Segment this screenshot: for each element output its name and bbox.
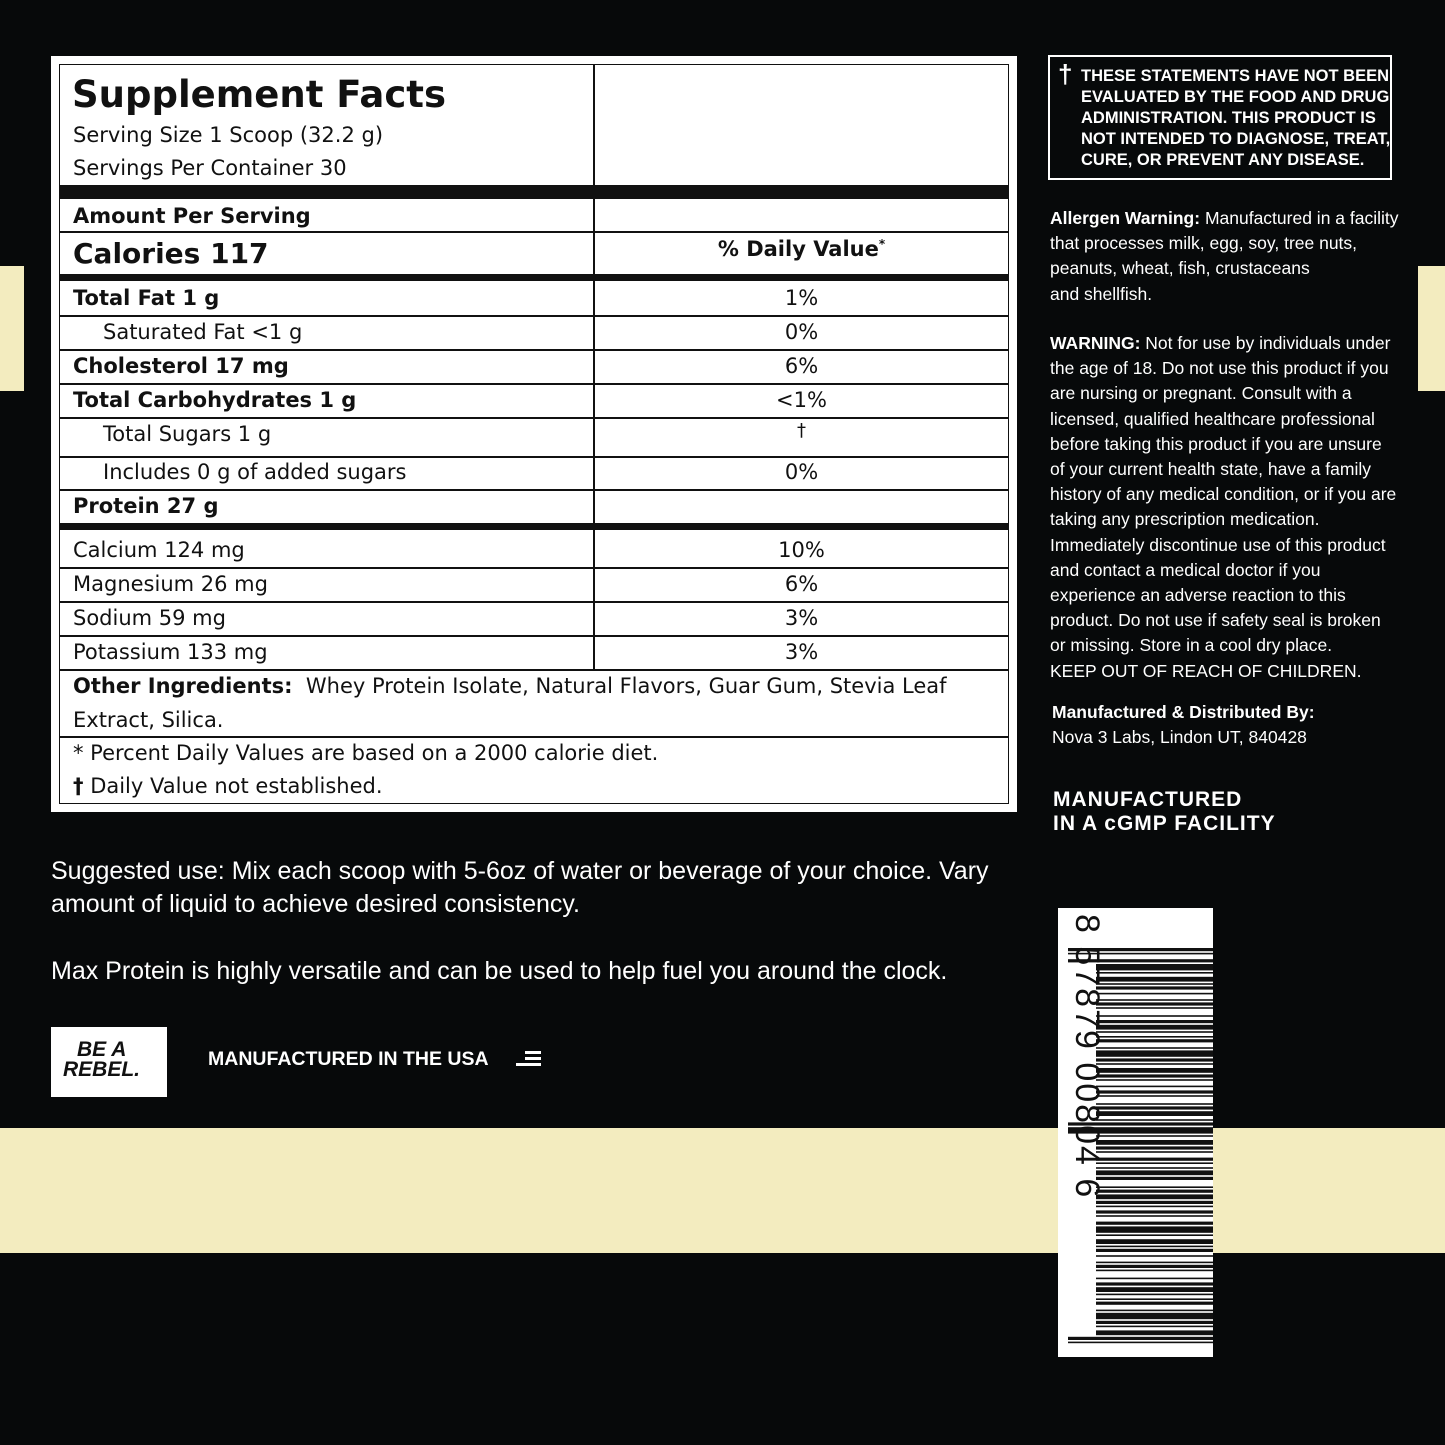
nutrient-dv: 1% bbox=[784, 286, 819, 310]
cgmp-line: MANUFACTURED bbox=[1053, 788, 1243, 811]
barcode-bar bbox=[1096, 1162, 1213, 1164]
barcode-bar bbox=[1096, 1186, 1213, 1188]
barcode-bar bbox=[1096, 1313, 1213, 1319]
barcode-bar bbox=[1096, 1106, 1213, 1109]
barcode-bar bbox=[1096, 1270, 1213, 1272]
barcode-bar bbox=[1096, 1190, 1213, 1193]
barcode-bar bbox=[1096, 1210, 1213, 1213]
other-ingredients bbox=[73, 674, 947, 698]
product-tagline: Max Protein is highly versatile and can be used to help fuel you around the clock. bbox=[51, 957, 948, 985]
warning-text: Not for use by individuals under bbox=[1145, 333, 1391, 353]
barcode-bar bbox=[1096, 977, 1213, 982]
barcode-bar bbox=[1096, 1321, 1213, 1324]
manufacturer-label: Manufactured & Distributed By: bbox=[1052, 702, 1315, 722]
mineral-label: Sodium 59 mg bbox=[73, 606, 226, 630]
barcode-bar bbox=[1096, 999, 1213, 1001]
rule bbox=[60, 601, 1008, 603]
barcode-bar bbox=[1096, 1039, 1213, 1042]
warning-text: are nursing or pregnant. Consult with a bbox=[1050, 383, 1352, 404]
barcode-bar bbox=[1096, 1119, 1213, 1121]
nutrient-label: Includes 0 g of added sugars bbox=[103, 460, 407, 484]
rule bbox=[60, 231, 1008, 233]
mineral-dv: 10% bbox=[778, 538, 825, 562]
warning-text: the age of 18. Do not use this product if you bbox=[1050, 358, 1389, 379]
facts-title: Supplement Facts bbox=[72, 73, 447, 116]
barcode-bar bbox=[1096, 1079, 1213, 1081]
rule bbox=[60, 383, 1008, 385]
barcode-bar bbox=[1096, 986, 1213, 989]
fda-disclaimer-box bbox=[1048, 55, 1392, 180]
disclaimer-line: NOT INTENDED TO DIAGNOSE, TREAT, bbox=[1081, 130, 1391, 148]
barcode-bar bbox=[1096, 1287, 1213, 1292]
warning-text: history of any medical condition, or if you are bbox=[1050, 484, 1397, 505]
barcode-bar bbox=[1096, 1135, 1213, 1137]
nutrient-dv: <1% bbox=[776, 388, 827, 412]
daily-value-header bbox=[595, 237, 1008, 261]
nutrient-label: Saturated Fat <1 g bbox=[103, 320, 303, 344]
allergen-text: and shellfish. bbox=[1050, 283, 1153, 304]
calories: Calories 117 bbox=[73, 237, 269, 270]
nutrient-dv: 0% bbox=[784, 460, 819, 484]
barcode-digits: 8 57879 00804 6 bbox=[1068, 914, 1106, 1200]
supplement-facts-panel bbox=[51, 56, 1017, 812]
barcode-bar bbox=[1096, 1167, 1213, 1169]
barcode-bar bbox=[1096, 1310, 1213, 1312]
mineral-label: Calcium 124 mg bbox=[73, 538, 245, 562]
barcode-bar bbox=[1096, 1226, 1213, 1232]
barcode-bar bbox=[1096, 1158, 1213, 1161]
barcode-bar bbox=[1096, 1074, 1213, 1077]
allergen-text: Manufactured in a facility bbox=[1204, 208, 1399, 228]
rule bbox=[60, 349, 1008, 351]
mineral-dv: 3% bbox=[784, 640, 819, 664]
warning-label: WARNING: bbox=[1050, 333, 1141, 353]
barcode-bar bbox=[1096, 1262, 1213, 1264]
suggested-use bbox=[51, 855, 989, 921]
rule bbox=[60, 456, 1008, 458]
rule bbox=[60, 635, 1008, 637]
daily-value-header-text: % Daily Value bbox=[717, 237, 879, 261]
logo-line: REBEL. bbox=[63, 1058, 141, 1081]
mineral-label: Potassium 133 mg bbox=[73, 640, 268, 664]
allergen-text: peanuts, wheat, fish, crustaceans bbox=[1050, 258, 1310, 279]
barcode-bar bbox=[1096, 1025, 1213, 1030]
footnote-daily-values: * Percent Daily Values are based on a 2000 calorie diet. bbox=[73, 741, 659, 765]
servings-per-container: Servings Per Container 30 bbox=[73, 156, 347, 180]
daily-value-asterisk: * bbox=[878, 237, 886, 251]
side-band-left bbox=[0, 266, 24, 391]
barcode-bar bbox=[1096, 1326, 1213, 1328]
nutrient-dv: † bbox=[797, 420, 806, 441]
barcode-bar bbox=[1096, 1249, 1213, 1252]
barcode-bar bbox=[1096, 1201, 1213, 1204]
us-flag-icon bbox=[516, 1051, 541, 1067]
rule bbox=[60, 736, 1008, 738]
disclaimer-line: CURE, OR PREVENT ANY DISEASE. bbox=[1081, 151, 1365, 169]
rule bbox=[60, 489, 1008, 491]
disclaimer-line: THESE STATEMENTS HAVE NOT BEEN bbox=[1081, 67, 1390, 85]
barcode-bar bbox=[1096, 993, 1213, 995]
barcode-bar bbox=[1096, 1234, 1213, 1236]
barcode-bar bbox=[1096, 983, 1213, 985]
barcode-bar bbox=[1096, 972, 1213, 974]
medium-rule bbox=[60, 274, 1008, 281]
cgmp-statement bbox=[1053, 788, 1276, 836]
mineral-label: Magnesium 26 mg bbox=[73, 572, 268, 596]
barcode-bar bbox=[1096, 1015, 1213, 1017]
footnote-text: Daily Value not established. bbox=[90, 774, 383, 798]
warning-text: experience an adverse reaction to this bbox=[1050, 585, 1346, 606]
barcode-bar bbox=[1096, 1330, 1213, 1335]
nutrient-label: Cholesterol 17 mg bbox=[73, 354, 289, 378]
disclaimer-line: ADMINISTRATION. THIS PRODUCT IS bbox=[1081, 109, 1376, 127]
barcode-bar bbox=[1096, 1302, 1213, 1305]
warning-text: or missing. Store in a cool dry place. bbox=[1050, 635, 1333, 656]
barcode-bar bbox=[1096, 1298, 1213, 1300]
barcode-bar bbox=[1096, 1031, 1213, 1033]
barcode-bar bbox=[1096, 1194, 1213, 1199]
warning-text: of your current health state, have a family bbox=[1050, 459, 1371, 480]
barcode-bar bbox=[1096, 1068, 1213, 1073]
nutrient-dv: 0% bbox=[784, 320, 819, 344]
other-ingredients-list: Whey Protein Isolate, Natural Flavors, Guar Gum, Stevia Leaf bbox=[305, 674, 947, 698]
footnote-not-established bbox=[73, 774, 383, 798]
bottom-band bbox=[0, 1128, 1445, 1253]
barcode-bar bbox=[1096, 1170, 1213, 1175]
barcode-bar bbox=[1096, 1095, 1213, 1097]
warning-text: taking any prescription medication. bbox=[1050, 509, 1320, 530]
allergen-text: that processes milk, egg, soy, tree nuts, bbox=[1050, 233, 1358, 254]
other-ingredients-label: Other Ingredients: bbox=[73, 674, 293, 698]
warning-text: KEEP OUT OF REACH OF CHILDREN. bbox=[1050, 660, 1362, 681]
barcode-bar bbox=[1096, 1294, 1213, 1296]
barcode-bar bbox=[1096, 1050, 1213, 1056]
general-warning bbox=[1050, 331, 1396, 684]
warning-text: product. Do not use if safety seal is broken bbox=[1050, 610, 1381, 631]
suggested-use-line: amount of liquid to achieve desired consistency. bbox=[51, 890, 581, 918]
rule bbox=[60, 669, 1008, 671]
nutrient-dv: 6% bbox=[784, 354, 819, 378]
other-ingredients-continued: Extract, Silica. bbox=[73, 708, 224, 732]
side-band-right bbox=[1418, 266, 1445, 391]
barcode-bar bbox=[1096, 1047, 1213, 1049]
barcode-bar bbox=[1096, 1058, 1213, 1061]
barcode-bar bbox=[1096, 1206, 1213, 1208]
barcode-bar bbox=[1096, 1278, 1213, 1280]
amount-per-serving: Amount Per Serving bbox=[73, 204, 311, 228]
barcode-bar bbox=[1096, 1103, 1213, 1105]
logo-line: BE A bbox=[77, 1038, 127, 1061]
allergen-warning bbox=[1050, 206, 1399, 307]
made-in-usa: MANUFACTURED IN THE USA bbox=[208, 1048, 489, 1070]
barcode-bar bbox=[1096, 1036, 1213, 1038]
rule bbox=[60, 567, 1008, 569]
mineral-dv: 3% bbox=[784, 606, 819, 630]
manufacturer-address: Nova 3 Labs, Lindon UT, 840428 bbox=[1052, 727, 1307, 748]
barcode-bar bbox=[1096, 1007, 1213, 1009]
nutrient-label: Total Carbohydrates 1 g bbox=[73, 388, 357, 412]
dagger-icon: † bbox=[1058, 59, 1073, 89]
fda-disclaimer-text bbox=[1081, 66, 1390, 171]
barcode-bar bbox=[1096, 1140, 1213, 1145]
barcode-bar bbox=[1096, 1239, 1213, 1244]
barcode-bar bbox=[1096, 1265, 1213, 1268]
rule bbox=[60, 417, 1008, 419]
dagger-mark: † bbox=[73, 774, 84, 798]
barcode-bar bbox=[1096, 1146, 1213, 1149]
warning-text: before taking this product if you are unsure bbox=[1050, 433, 1382, 454]
nutrient-label: Total Sugars 1 g bbox=[103, 422, 272, 446]
barcode-bar bbox=[1068, 1342, 1213, 1344]
barcode-bar bbox=[1096, 1255, 1213, 1257]
barcode-bar bbox=[1096, 1282, 1213, 1285]
thick-rule bbox=[60, 185, 1008, 199]
barcode-bar bbox=[1096, 1177, 1213, 1180]
mineral-dv: 6% bbox=[784, 572, 819, 596]
barcode-bar bbox=[1096, 1111, 1213, 1116]
nutrient-label: Protein 27 g bbox=[73, 494, 219, 518]
cgmp-line: IN A cGMP FACILITY bbox=[1053, 812, 1276, 835]
barcode-bar bbox=[1096, 1063, 1213, 1065]
warning-text: licensed, qualified healthcare professional bbox=[1050, 408, 1375, 429]
barcode-bar bbox=[1096, 1215, 1213, 1217]
supplement-facts-table bbox=[59, 64, 1009, 804]
serving-size: Serving Size 1 Scoop (32.2 g) bbox=[73, 123, 384, 147]
medium-rule bbox=[60, 523, 1008, 530]
barcode-bar bbox=[1096, 1246, 1213, 1248]
barcode-bar bbox=[1096, 1020, 1213, 1023]
manufacturer-info bbox=[1052, 700, 1315, 750]
nutrient-label: Total Fat 1 g bbox=[73, 286, 220, 310]
barcode-bar bbox=[1068, 1337, 1213, 1340]
barcode-bar bbox=[1096, 1002, 1213, 1005]
warning-text: and contact a medical doctor if you bbox=[1050, 559, 1321, 580]
suggested-use-line: Suggested use: Mix each scoop with 5-6oz of water or beverage of your choice. Vary bbox=[51, 857, 989, 885]
allergen-label: Allergen Warning: bbox=[1050, 208, 1201, 228]
rule bbox=[60, 315, 1008, 317]
barcode-bar bbox=[1096, 1090, 1213, 1093]
warning-text: Immediately discontinue use of this product bbox=[1050, 534, 1386, 555]
disclaimer-line: EVALUATED BY THE FOOD AND DRUG bbox=[1081, 88, 1390, 106]
be-a-rebel-logo bbox=[51, 1027, 167, 1097]
barcode-bar bbox=[1096, 1151, 1213, 1153]
barcode-bar bbox=[1096, 1222, 1213, 1225]
barcode-bar bbox=[1096, 964, 1213, 970]
barcode-bar bbox=[1096, 1086, 1213, 1088]
barcode bbox=[1058, 908, 1213, 1357]
